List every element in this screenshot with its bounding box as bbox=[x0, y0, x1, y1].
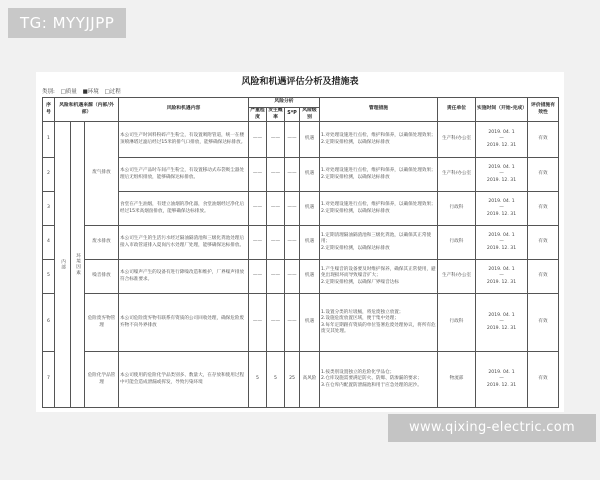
cell-sp: —— bbox=[285, 192, 300, 226]
cell-env-factor: 环境因素 bbox=[71, 122, 85, 408]
risk-table bbox=[42, 97, 559, 408]
table-row bbox=[43, 352, 559, 408]
header-source: 风险和机遇来源（内部/外部） bbox=[55, 98, 119, 122]
cell-seq: 6 bbox=[43, 294, 55, 352]
cell-level: 高风险 bbox=[300, 352, 320, 408]
cell-eval: 有效 bbox=[528, 122, 559, 158]
cell-seq: 5 bbox=[43, 260, 55, 294]
cell-measures: 1.设置分类的垃圾桶，将危废独立放置； 2.设施危废放置区域，便于集中处理； 3.每年定期跟有资质的单位签署危废处理协议，将所有危废交其处理。 bbox=[320, 294, 438, 352]
cell-probability: —— bbox=[267, 226, 285, 260]
header-dept: 责任单位 bbox=[438, 98, 476, 122]
cell-time: 2019. 04. 1 — 2019. 12. 31 bbox=[476, 352, 528, 408]
bottom-watermark: www.qixing-electric.com bbox=[388, 414, 596, 442]
header-content: 风险和机遇内容 bbox=[119, 98, 249, 122]
cell-eval: 有效 bbox=[528, 226, 559, 260]
category-label: 类别: bbox=[42, 89, 55, 95]
category-line bbox=[42, 87, 125, 95]
table-row bbox=[43, 158, 559, 192]
cell-measures: 1.对处理设施进行点检，维护和保养，以确保处理效果； 2.定期安排检测，以确保达标排放 bbox=[320, 158, 438, 192]
cell-seq: 4 bbox=[43, 226, 55, 260]
cell-severity: —— bbox=[249, 260, 267, 294]
cell-level: 机遇 bbox=[300, 122, 320, 158]
cell-seq: 2 bbox=[43, 158, 55, 192]
table-row bbox=[43, 226, 559, 260]
table-row bbox=[43, 192, 559, 226]
cell-severity: —— bbox=[249, 192, 267, 226]
cell-dept: 生产科/办公室 bbox=[438, 260, 476, 294]
cell-probability: —— bbox=[267, 122, 285, 158]
cell-level: 机遇 bbox=[300, 260, 320, 294]
cell-probability: —— bbox=[267, 158, 285, 192]
cell-severity: —— bbox=[249, 158, 267, 192]
cell-level: 机遇 bbox=[300, 158, 320, 192]
table-row bbox=[43, 294, 559, 352]
table-row bbox=[43, 122, 559, 158]
header-analysis: 风险分析 bbox=[249, 98, 320, 108]
cell-severity: —— bbox=[249, 122, 267, 158]
group-hazardous-waste: 危险废弃物管理 bbox=[85, 294, 119, 352]
header-probability: 发生概率 bbox=[268, 108, 283, 120]
cell-severity: —— bbox=[249, 226, 267, 260]
header-severity: 严重程度 bbox=[250, 108, 265, 120]
cell-content: 本公司危险废弃物有联系有资质的公司回收处理，确保危险废弃物不向外界排放 bbox=[119, 294, 249, 352]
cell-level: 机遇 bbox=[300, 192, 320, 226]
header-eval: 评价措施有效性 bbox=[528, 98, 559, 122]
header-seq: 序号 bbox=[43, 98, 55, 122]
cell-content: 食堂在产生油烟，有建立油烟的净化器，食堂油烟经过净化后经过15米高烟囱排放，能够确保达标排放。 bbox=[119, 192, 249, 226]
header-sp: S*P bbox=[285, 108, 300, 122]
category-environment: ■环境 bbox=[82, 89, 99, 95]
category-process: □过程 bbox=[104, 89, 121, 95]
cell-content: 本公司使用的危险化学品类别多、数量大，在存放和使用过程中可能会造成泄漏或挥发，导致污染环境 bbox=[119, 352, 249, 408]
document-page bbox=[36, 72, 564, 412]
cell-probability: 5 bbox=[267, 352, 285, 408]
cell-time: 2019. 04. 1 — 2019. 12. 31 bbox=[476, 122, 528, 158]
cell-level: 机遇 bbox=[300, 226, 320, 260]
cell-sp: —— bbox=[285, 260, 300, 294]
cell-content: 本公司生产时回料粉碎产生粉尘，有设置吸附管道，统一在楼顶喷淋塔过滤后经过15米的排气口排放，能够确保达标排放。 bbox=[119, 122, 249, 158]
top-watermark: TG: MYYJJPP bbox=[8, 8, 126, 38]
cell-measures: 1.按类别设置独立的危险化学品仓； 2.仓库设施需要满足防火、防爆、防渗漏的要求； 3.在仓库内配置防泄漏池和用于应急处理的泥沙。 bbox=[320, 352, 438, 408]
cell-seq: 1 bbox=[43, 122, 55, 158]
group-noise: 噪音排放 bbox=[85, 260, 119, 294]
cell-sp: —— bbox=[285, 158, 300, 192]
cell-dept: 生产科/办公室 bbox=[438, 122, 476, 158]
group-hazardous-chem: 危险化学品管理 bbox=[85, 352, 119, 408]
cell-content: 本公司噪声产生的设备有进行降噪改造和维护，厂界噪声排放符合标准要求。 bbox=[119, 260, 249, 294]
cell-severity: 5 bbox=[249, 352, 267, 408]
cell-sp: —— bbox=[285, 122, 300, 158]
header-level: 风险级别 bbox=[300, 108, 320, 122]
cell-measures: 1.产生噪音的设备要及时维护保养，确保其正常使用，避免出现损坏而导致噪音扩大； 2.定期安排检测，以确保厂界噪音达标 bbox=[320, 260, 438, 294]
group-waste-water: 废水排放 bbox=[85, 226, 119, 260]
cell-eval: 有效 bbox=[528, 260, 559, 294]
cell-time: 2019. 04. 1 — 2019. 12. 31 bbox=[476, 158, 528, 192]
header-measures: 管理措施 bbox=[320, 98, 438, 122]
cell-dept: 物流部 bbox=[438, 352, 476, 408]
cell-dept: 行政科 bbox=[438, 192, 476, 226]
cell-time: 2019. 04. 1 — 2019. 12. 31 bbox=[476, 192, 528, 226]
cell-measures: 1.对处理设施进行点检，维护和保养，以确保处理效果； 2.定期安排检测，以确保达标排放 bbox=[320, 192, 438, 226]
cell-time: 2019. 04. 1 — 2019. 12. 31 bbox=[476, 260, 528, 294]
cell-content: 本公司生产产品时车间产生粉尘，有设置移动式布袋吸尘器处理后无组织排放，能够确保达标排放。 bbox=[119, 158, 249, 192]
document-title: 风险和机遇评估分析及措施表 bbox=[241, 77, 359, 87]
cell-dept: 行政科 bbox=[438, 294, 476, 352]
cell-measures: 1.对处理设施进行点检，维护和保养，以确保处理效果； 2.定期安排检测，以确保达标排放 bbox=[320, 122, 438, 158]
cell-probability: —— bbox=[267, 260, 285, 294]
cell-measures: 1.定期清理隔油隔渣池和三级化粪池，以确保其正常使用； 2.定期安排检测，以确保达标排放 bbox=[320, 226, 438, 260]
cell-sp: —— bbox=[285, 226, 300, 260]
category-quality: □质量 bbox=[60, 89, 77, 95]
cell-internal: 内部 bbox=[55, 122, 71, 408]
cell-time: 2019. 04. 1 — 2019. 12. 31 bbox=[476, 294, 528, 352]
cell-seq: 3 bbox=[43, 192, 55, 226]
table-row bbox=[43, 260, 559, 294]
cell-dept: 行政科 bbox=[438, 226, 476, 260]
cell-eval: 有效 bbox=[528, 294, 559, 352]
group-waste-gas: 废气排放 bbox=[85, 122, 119, 226]
cell-seq: 7 bbox=[43, 352, 55, 408]
cell-sp: 25 bbox=[285, 352, 300, 408]
cell-time: 2019. 04. 1 — 2019. 12. 31 bbox=[476, 226, 528, 260]
cell-level: 机遇 bbox=[300, 294, 320, 352]
cell-dept: 生产科/办公室 bbox=[438, 158, 476, 192]
cell-eval: 有效 bbox=[528, 352, 559, 408]
header-time: 实施时间（开始-完成） bbox=[476, 98, 528, 122]
cell-sp: —— bbox=[285, 294, 300, 352]
cell-probability: —— bbox=[267, 192, 285, 226]
cell-content: 本公司生产生的生活污水经过隔油隔渣池和三级化粪池处理后接入市政管道排入夏岗污水处理厂处理，能够确保达标排放。 bbox=[119, 226, 249, 260]
cell-eval: 有效 bbox=[528, 192, 559, 226]
cell-probability: —— bbox=[267, 294, 285, 352]
cell-severity: —— bbox=[249, 294, 267, 352]
cell-eval: 有效 bbox=[528, 158, 559, 192]
